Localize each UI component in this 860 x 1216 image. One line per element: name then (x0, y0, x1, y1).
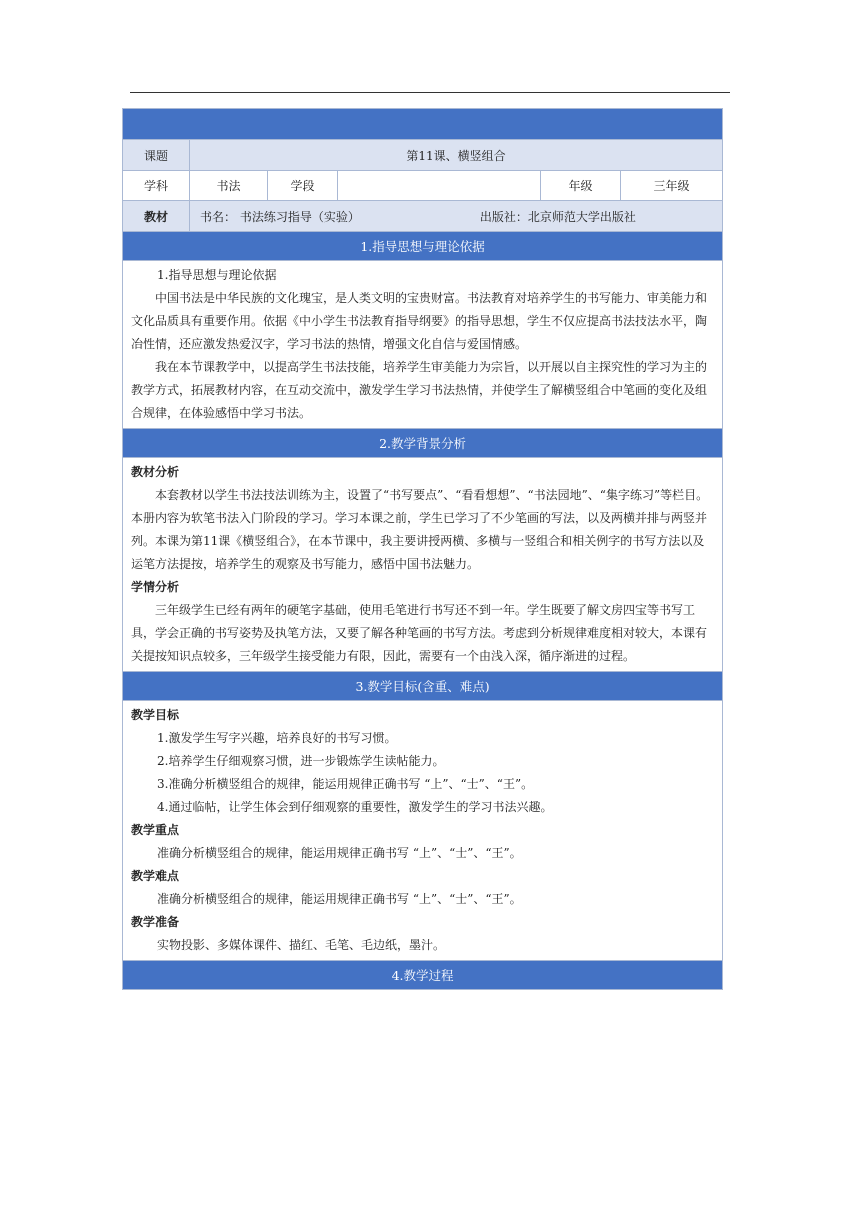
subheading: 教学准备 (131, 915, 180, 929)
subject-label: 学科 (123, 171, 190, 201)
publisher: 出版社：北京师范大学出版社 (479, 209, 636, 224)
paragraph: 中国书法是中华民族的文化瑰宝，是人类文明的宝贵财富。书法教育对培养学生的书写能力、审美能力和文化品质具有重要作用。依据《中小学生书法教育指导纲要》的指导思想，学生不仅应提高书法技法水平，陶冶性情，还应激发热爱汉字，学习书法的热情，增强文化自信与爱国情感。 (131, 291, 708, 351)
section-header-3 (123, 672, 723, 701)
section-title: 1.指导思想与理论依据 (123, 232, 723, 261)
textbook-label: 教材 (123, 201, 190, 232)
section-body-1 (123, 261, 723, 429)
textbook-row (123, 201, 723, 232)
book-name: 书名： 书法练习指导（实验） (200, 209, 360, 224)
topic-value: 第11课、横竖组合 (190, 140, 723, 171)
section-header-2 (123, 429, 723, 458)
stage-value (338, 171, 541, 201)
section-body-3 (123, 701, 723, 961)
section-title: 4.教学过程 (123, 961, 723, 990)
paragraph: 我在本节课教学中，以提高学生书法技能，培养学生审美能力为宗旨，以开展以自主探究性的学习为主的教学方式，拓展教材内容，在互动交流中，激发学生学习书法热情，并使学生了解横竖组合中笔画的变化及组合规律，在体验感悟中学习书法。 (131, 360, 708, 420)
section-title: 2.教学背景分析 (123, 429, 723, 458)
lesson-plan-table (122, 108, 723, 990)
paragraph: 三年级学生已经有两年的硬笔字基础，使用毛笔进行书写还不到一年。学生既要了解文房四宝等书写工具，学会正确的书写姿势及执笔方法，又要了解各种笔画的书写方法。考虑到分析规律难度相对较大，本课有关提按知识点较多，三年级学生接受能力有限，因此，需要有一个由浅入深，循序渐进的过程。 (131, 603, 708, 663)
goal-item: 4.通过临帖，让学生体会到仔细观察的重要性，激发学生的学习书法兴趣。 (157, 800, 553, 814)
subheading: 教学目标 (131, 708, 180, 722)
section-title: 3.教学目标(含重、难点) (123, 672, 723, 701)
textbook-value (190, 201, 723, 232)
goal-item: 1.激发学生写字兴趣，培养良好的书写习惯。 (157, 731, 397, 745)
subheading: 教材分析 (131, 465, 180, 479)
section-body-2 (123, 458, 723, 672)
subheading: 教学重点 (131, 823, 180, 837)
title-banner (123, 109, 723, 140)
section-header-1 (123, 232, 723, 261)
goal-item: 3.准确分析横竖组合的规律，能运用规律正确书写 “上”、“士”、“王”。 (157, 777, 534, 791)
goal-item: 2.培养学生仔细观察习惯，进一步锻炼学生读帖能力。 (157, 754, 445, 768)
lesson-plan-document (122, 108, 722, 990)
info-row (123, 171, 723, 201)
subject-value: 书法 (190, 171, 268, 201)
paragraph: 实物投影、多媒体课件、描红、毛笔、毛边纸，墨汁。 (157, 938, 446, 952)
topic-row (123, 140, 723, 171)
topic-label: 课题 (123, 140, 190, 171)
stage-label: 学段 (268, 171, 338, 201)
paragraph: 1.指导思想与理论依据 (157, 268, 277, 282)
paragraph: 准确分析横竖组合的规律，能运用规律正确书写 “上”、“士”、“王”。 (157, 846, 522, 860)
section-header-4 (123, 961, 723, 990)
subheading: 学情分析 (131, 580, 180, 594)
paragraph: 准确分析横竖组合的规律，能运用规律正确书写 “上”、“士”、“王”。 (157, 892, 522, 906)
header-rule (130, 92, 730, 93)
subheading: 教学难点 (131, 869, 180, 883)
grade-value: 三年级 (621, 171, 723, 201)
paragraph: 本套教材以学生书法技法训练为主，设置了“书写要点”、“看看想想”、“书法园地”、“集字练习”等栏目。本册内容为软笔书法入门阶段的学习。学习本课之前，学生已学习了不少笔画的写法，以及两横并排与两竖并列。本课为第11课《横竖组合》，在本节课中，我主要讲授两横、多横与一竖组合和相关例字的书写方法以及运笔方法提按，培养学生的观察及书写能力，感悟中国书法魅力。 (131, 488, 709, 571)
grade-label: 年级 (541, 171, 621, 201)
